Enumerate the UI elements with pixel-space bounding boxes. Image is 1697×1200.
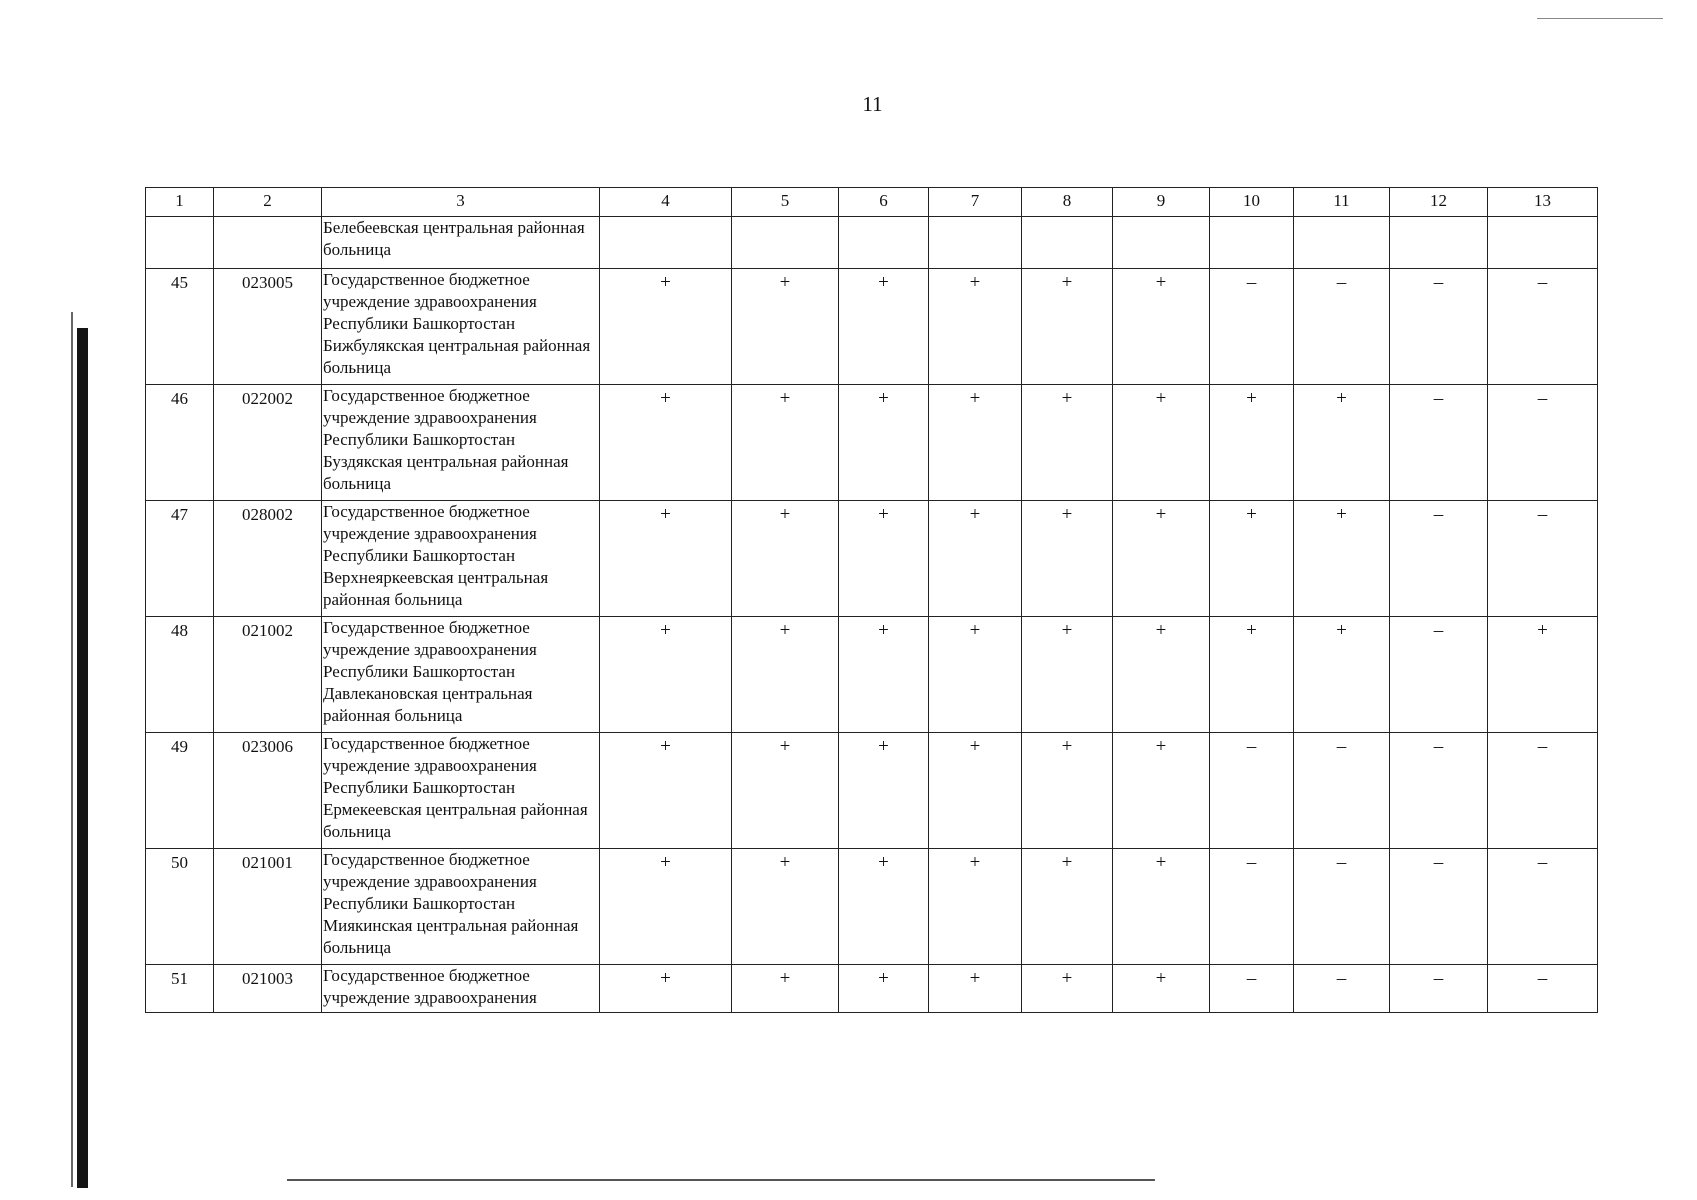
mark-cell bbox=[600, 217, 732, 269]
column-header: 7 bbox=[929, 188, 1022, 217]
mark-cell: – bbox=[1390, 269, 1488, 385]
mark-cell: + bbox=[1022, 733, 1113, 849]
row-code-cell: 022002 bbox=[214, 385, 322, 501]
column-header: 1 bbox=[146, 188, 214, 217]
mark-cell: + bbox=[839, 501, 929, 617]
mark-cell: + bbox=[1113, 617, 1210, 733]
mark-cell: + bbox=[929, 617, 1022, 733]
column-header: 9 bbox=[1113, 188, 1210, 217]
row-code-cell: 023005 bbox=[214, 269, 322, 385]
row-number-cell bbox=[146, 217, 214, 269]
row-number-cell: 47 bbox=[146, 501, 214, 617]
table-row bbox=[146, 385, 1598, 501]
table-row bbox=[146, 965, 1598, 1013]
mark-cell: + bbox=[1488, 617, 1598, 733]
mark-cell: – bbox=[1210, 849, 1294, 965]
mark-cell: + bbox=[1113, 501, 1210, 617]
mark-cell: – bbox=[1390, 965, 1488, 1013]
mark-cell: + bbox=[929, 965, 1022, 1013]
row-number-cell: 51 bbox=[146, 965, 214, 1013]
row-number-cell: 48 bbox=[146, 617, 214, 733]
mark-cell: – bbox=[1488, 849, 1598, 965]
mark-cell: + bbox=[929, 385, 1022, 501]
page-number: 11 bbox=[862, 92, 883, 116]
mark-cell: + bbox=[1113, 385, 1210, 501]
mark-cell: – bbox=[1488, 269, 1598, 385]
row-code-cell: 021003 bbox=[214, 965, 322, 1013]
column-header: 5 bbox=[732, 188, 839, 217]
mark-cell: – bbox=[1390, 501, 1488, 617]
row-code-cell: 021001 bbox=[214, 849, 322, 965]
column-header: 13 bbox=[1488, 188, 1598, 217]
mark-cell: – bbox=[1390, 617, 1488, 733]
mark-cell bbox=[732, 217, 839, 269]
row-code-cell bbox=[214, 217, 322, 269]
mark-cell: + bbox=[600, 269, 732, 385]
mark-cell: + bbox=[929, 733, 1022, 849]
mark-cell: + bbox=[1113, 269, 1210, 385]
institution-name-cell: Государственное бюджетное учреждение здравоохранения Республики Башкортостан Бижбулякская центральная районная больница bbox=[322, 269, 600, 385]
mark-cell: + bbox=[1022, 617, 1113, 733]
row-number-cell: 50 bbox=[146, 849, 214, 965]
row-code-cell: 028002 bbox=[214, 501, 322, 617]
mark-cell: + bbox=[600, 501, 732, 617]
column-header: 2 bbox=[214, 188, 322, 217]
mark-cell: + bbox=[929, 849, 1022, 965]
column-header: 12 bbox=[1390, 188, 1488, 217]
mark-cell: – bbox=[1210, 269, 1294, 385]
institutions-table bbox=[145, 187, 1598, 1013]
mark-cell: – bbox=[1390, 385, 1488, 501]
table-row bbox=[146, 849, 1598, 965]
mark-cell: + bbox=[1022, 501, 1113, 617]
mark-cell: + bbox=[839, 849, 929, 965]
mark-cell: – bbox=[1390, 733, 1488, 849]
mark-cell: – bbox=[1488, 501, 1598, 617]
mark-cell: + bbox=[732, 501, 839, 617]
mark-cell bbox=[1488, 217, 1598, 269]
mark-cell: – bbox=[1488, 733, 1598, 849]
mark-cell: – bbox=[1488, 965, 1598, 1013]
mark-cell: + bbox=[600, 385, 732, 501]
mark-cell: + bbox=[600, 849, 732, 965]
scan-edge-left bbox=[77, 328, 88, 1188]
institution-name-cell: Государственное бюджетное учреждение здравоохранения Республики Башкортостан Миякинская центральная районная больница bbox=[322, 849, 600, 965]
mark-cell: + bbox=[929, 269, 1022, 385]
mark-cell: + bbox=[929, 501, 1022, 617]
mark-cell: – bbox=[1488, 385, 1598, 501]
mark-cell bbox=[1390, 217, 1488, 269]
institution-name-cell: Государственное бюджетное учреждение здравоохранения bbox=[322, 965, 600, 1013]
table-row-continuation bbox=[146, 217, 1598, 269]
row-code-cell: 023006 bbox=[214, 733, 322, 849]
row-number-cell: 45 bbox=[146, 269, 214, 385]
institution-name-cell: Государственное бюджетное учреждение здравоохранения Республики Башкортостан Давлекановская центральная районная больница bbox=[322, 617, 600, 733]
mark-cell bbox=[1113, 217, 1210, 269]
mark-cell bbox=[1210, 217, 1294, 269]
table-row bbox=[146, 733, 1598, 849]
column-header: 8 bbox=[1022, 188, 1113, 217]
mark-cell: + bbox=[600, 617, 732, 733]
scan-edge-top bbox=[1537, 18, 1663, 19]
institution-name-cell: Государственное бюджетное учреждение здравоохранения Республики Башкортостан Ермекеевская центральная районная больница bbox=[322, 733, 600, 849]
mark-cell: + bbox=[1113, 965, 1210, 1013]
mark-cell: + bbox=[1113, 733, 1210, 849]
mark-cell: + bbox=[1022, 385, 1113, 501]
scan-edge-bottom bbox=[287, 1179, 1155, 1181]
mark-cell: + bbox=[732, 965, 839, 1013]
mark-cell: – bbox=[1390, 849, 1488, 965]
mark-cell: + bbox=[1210, 385, 1294, 501]
mark-cell: + bbox=[732, 385, 839, 501]
mark-cell: – bbox=[1210, 733, 1294, 849]
mark-cell: + bbox=[600, 965, 732, 1013]
mark-cell bbox=[839, 217, 929, 269]
table-header-row bbox=[146, 188, 1598, 217]
column-header: 10 bbox=[1210, 188, 1294, 217]
mark-cell: – bbox=[1294, 269, 1390, 385]
column-header: 3 bbox=[322, 188, 600, 217]
row-number-cell: 46 bbox=[146, 385, 214, 501]
mark-cell bbox=[1022, 217, 1113, 269]
mark-cell: + bbox=[839, 733, 929, 849]
mark-cell: – bbox=[1210, 965, 1294, 1013]
mark-cell: + bbox=[1022, 965, 1113, 1013]
mark-cell: + bbox=[732, 269, 839, 385]
mark-cell: + bbox=[732, 617, 839, 733]
mark-cell: + bbox=[600, 733, 732, 849]
mark-cell bbox=[929, 217, 1022, 269]
mark-cell: + bbox=[1022, 269, 1113, 385]
column-header: 11 bbox=[1294, 188, 1390, 217]
mark-cell: + bbox=[1294, 385, 1390, 501]
mark-cell: + bbox=[839, 617, 929, 733]
mark-cell: + bbox=[1210, 617, 1294, 733]
column-header: 4 bbox=[600, 188, 732, 217]
scan-edge-left-thin bbox=[71, 312, 73, 1187]
mark-cell: + bbox=[732, 849, 839, 965]
column-header: 6 bbox=[839, 188, 929, 217]
mark-cell bbox=[1294, 217, 1390, 269]
table-row bbox=[146, 617, 1598, 733]
mark-cell: + bbox=[1294, 617, 1390, 733]
mark-cell: + bbox=[839, 965, 929, 1013]
mark-cell: + bbox=[1210, 501, 1294, 617]
institution-name-cell: Государственное бюджетное учреждение здравоохранения Республики Башкортостан Буздякская центральная районная больница bbox=[322, 385, 600, 501]
mark-cell: + bbox=[1022, 849, 1113, 965]
row-number-cell: 49 bbox=[146, 733, 214, 849]
mark-cell: + bbox=[839, 269, 929, 385]
institution-name-cell: Белебеевская центральная районная больница bbox=[322, 217, 600, 269]
mark-cell: – bbox=[1294, 965, 1390, 1013]
mark-cell: + bbox=[839, 385, 929, 501]
institution-name-cell: Государственное бюджетное учреждение здравоохранения Республики Башкортостан Верхнеяркеевская центральная районная больница bbox=[322, 501, 600, 617]
row-code-cell: 021002 bbox=[214, 617, 322, 733]
mark-cell: + bbox=[732, 733, 839, 849]
mark-cell: + bbox=[1113, 849, 1210, 965]
mark-cell: – bbox=[1294, 849, 1390, 965]
mark-cell: – bbox=[1294, 733, 1390, 849]
table-row bbox=[146, 501, 1598, 617]
table-row bbox=[146, 269, 1598, 385]
mark-cell: + bbox=[1294, 501, 1390, 617]
